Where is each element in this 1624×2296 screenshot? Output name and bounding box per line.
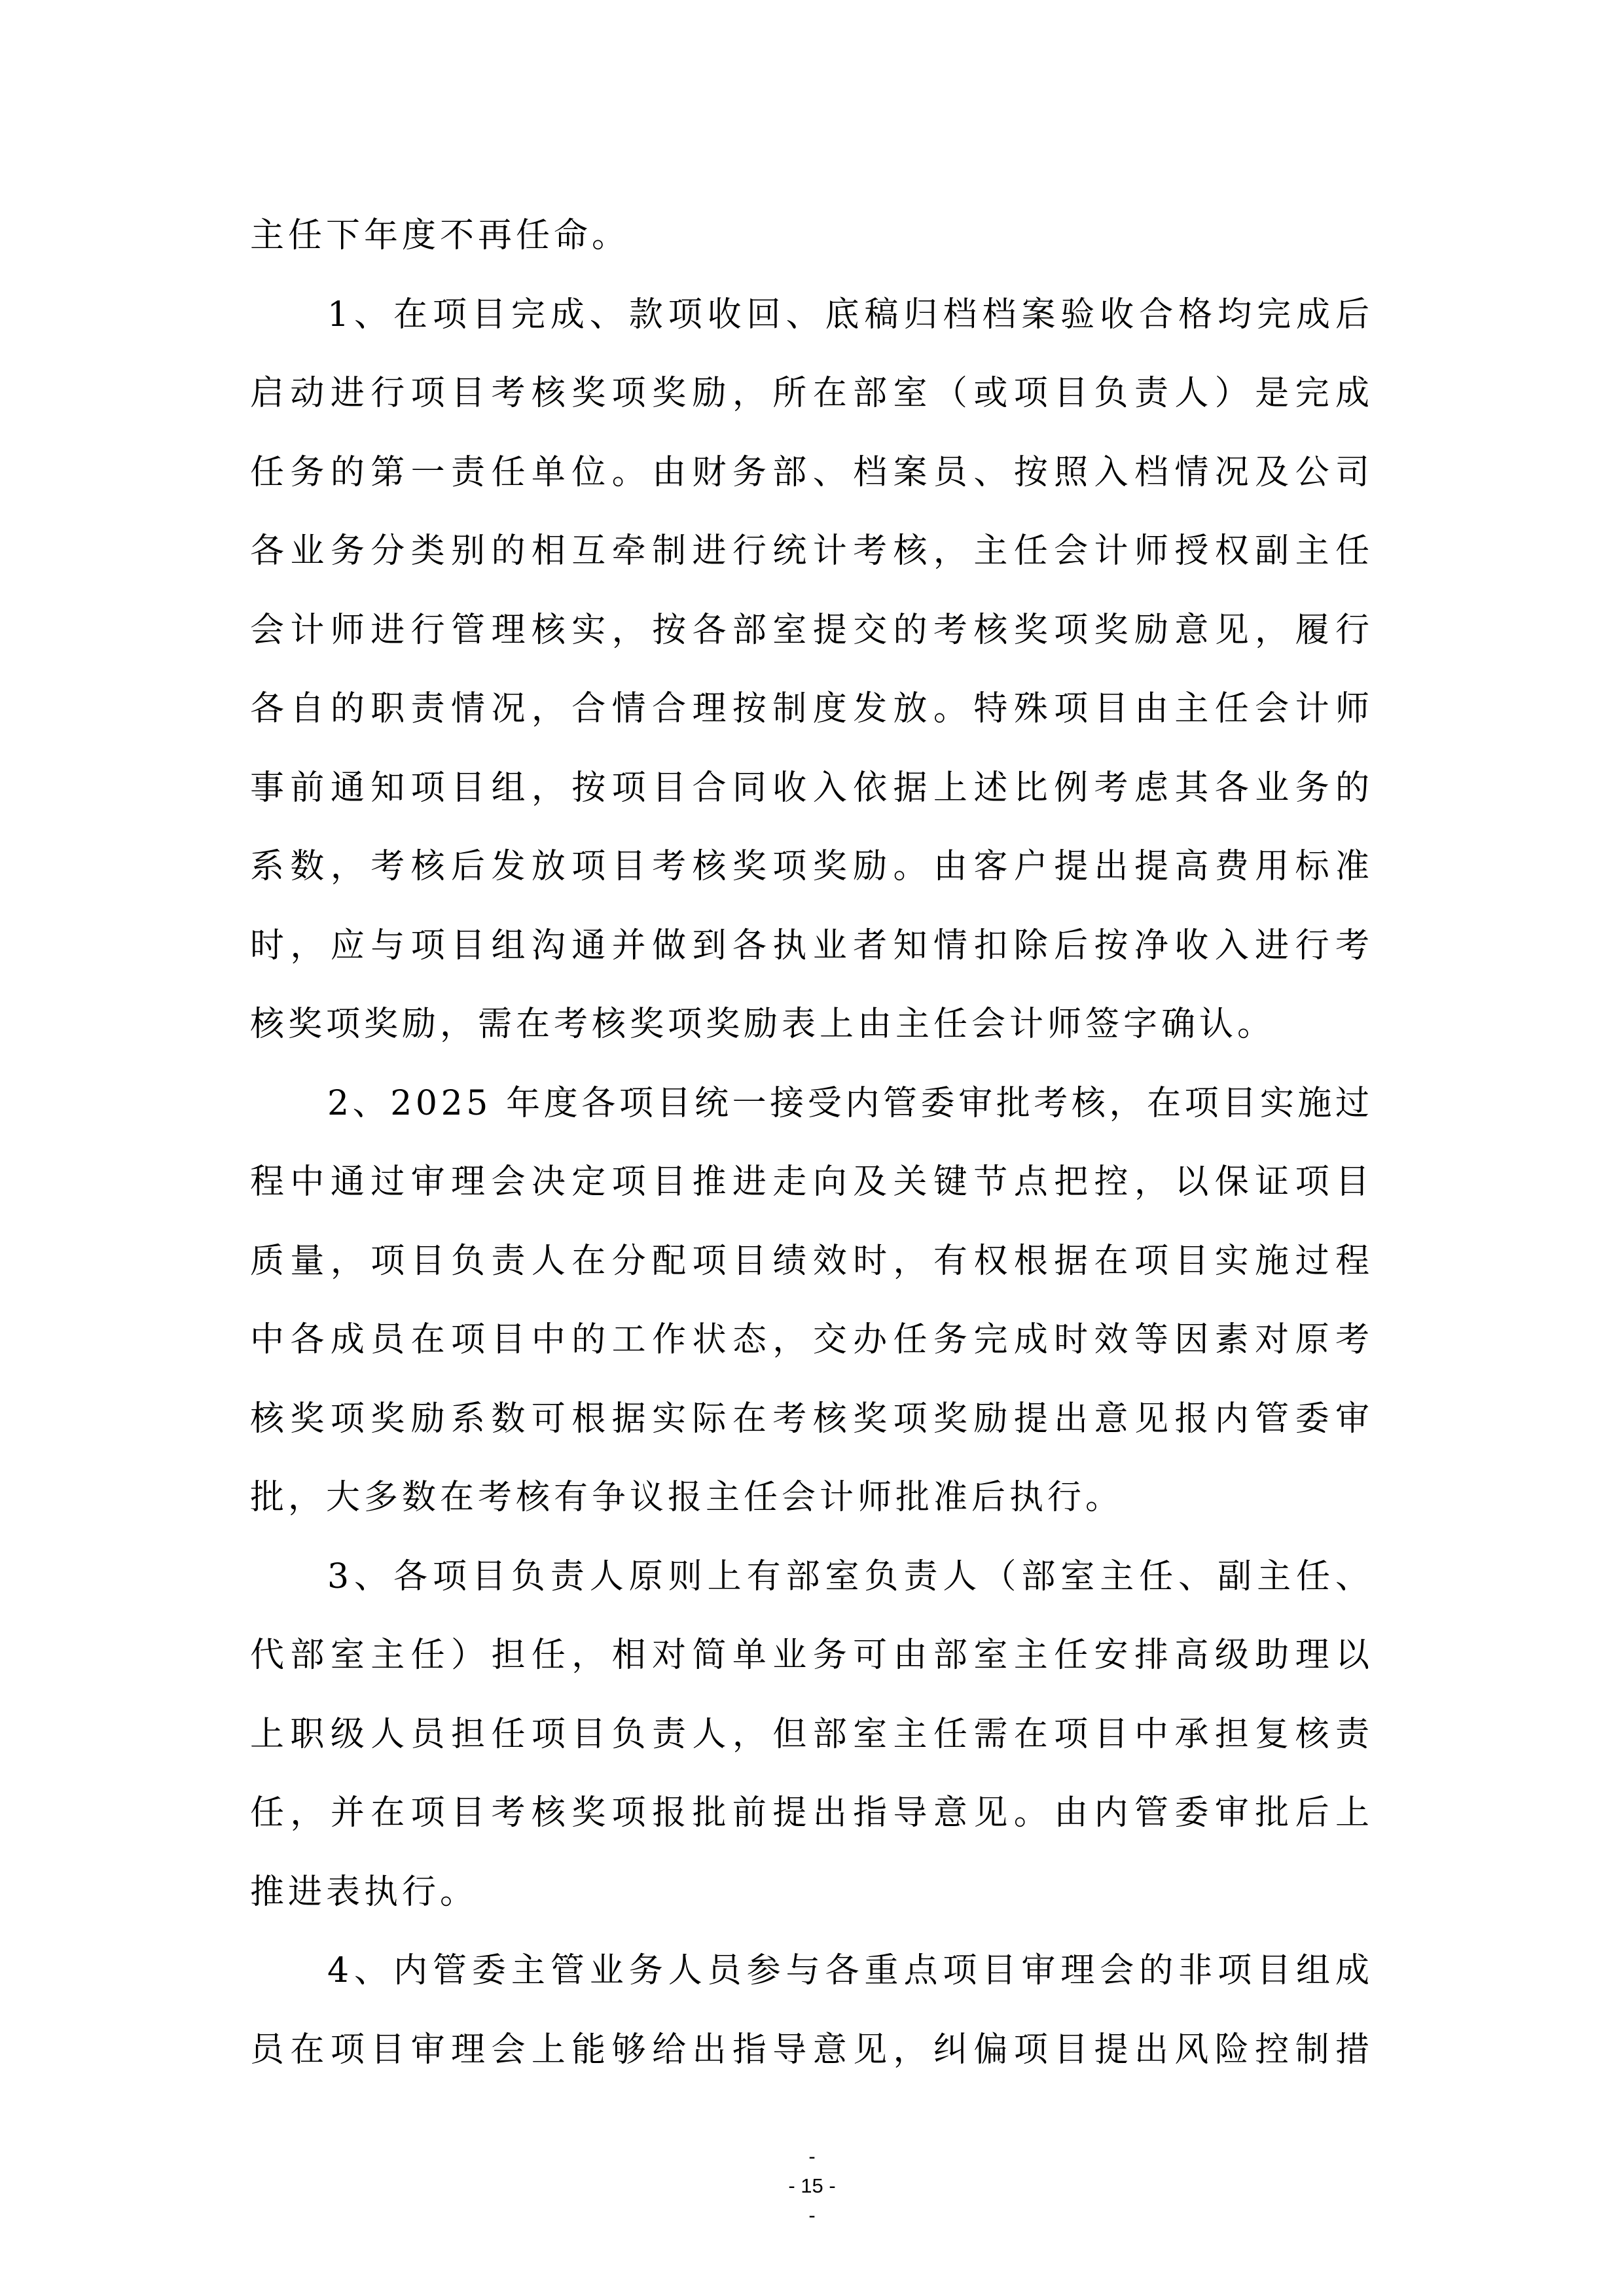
paragraph bbox=[250, 196, 1369, 276]
line-text: 员在项目审理会上能够给出指导意见，纠偏项目提出风险控制措 bbox=[250, 2030, 1376, 2070]
body-text-line bbox=[250, 985, 1369, 1064]
body-text-line bbox=[250, 1380, 1376, 1459]
line-text: 任务的第一责任单位。由财务部、档案员、按照入档情况及公司 bbox=[250, 452, 1376, 492]
line-text: 启动进行项目考核奖项奖励，所在部室（或项目负责人）是完成 bbox=[250, 374, 1376, 413]
line-text: 4、内管委主管业务人员参与各重点项目审理会的非项目组成 bbox=[327, 1951, 1375, 1990]
body-text-line bbox=[250, 827, 1376, 906]
body-text-line bbox=[250, 354, 1376, 433]
line-text: 主任下年度不再任命。 bbox=[250, 216, 630, 255]
body-text-line bbox=[250, 1064, 1373, 1143]
body-text-line bbox=[250, 512, 1376, 591]
line-text: 各自的职责情况，合情合理按制度发放。特殊项目由主任会计师 bbox=[250, 689, 1376, 728]
line-text: 会计师进行管理核实，按各部室提交的考核奖项奖励意见，履行 bbox=[250, 610, 1376, 650]
body-text-line bbox=[250, 670, 1376, 749]
body-text-line bbox=[250, 906, 1376, 986]
body-text-line bbox=[250, 1616, 1376, 1695]
line-text: 任，并在项目考核奖项报批前提出指导意见。由内管委审批后上 bbox=[250, 1793, 1376, 1833]
body-text-line bbox=[250, 1537, 1375, 1617]
body-text-line bbox=[250, 1458, 1369, 1537]
body-text-line bbox=[250, 196, 1369, 276]
body-text-line bbox=[250, 1853, 1369, 1932]
paragraph bbox=[250, 1931, 1376, 2089]
paragraph bbox=[250, 1537, 1376, 1932]
body-text-line bbox=[250, 1300, 1376, 1380]
body-text-line bbox=[250, 1931, 1375, 2011]
paragraph bbox=[250, 276, 1376, 1064]
body-text bbox=[250, 196, 1376, 2089]
body-text-line bbox=[250, 276, 1375, 355]
footer-top-mark: - bbox=[808, 2145, 816, 2168]
paragraph bbox=[250, 1064, 1376, 1537]
line-text: 2、2025 年度各项目统一接受内管委审批考核，在项目实施过 bbox=[327, 1083, 1373, 1123]
line-text: 推进表执行。 bbox=[250, 1872, 478, 1912]
line-text: 代部室主任）担任，相对简单业务可由部室主任安排高级助理以 bbox=[250, 1636, 1376, 1675]
body-text-line bbox=[250, 1695, 1376, 1774]
line-text: 批，大多数在考核有争议报主任会计师批准后执行。 bbox=[250, 1478, 1124, 1517]
line-text: 核奖项奖励，需在考核奖项奖励表上由主任会计师签字确认。 bbox=[250, 1005, 1276, 1044]
line-text: 中各成员在项目中的工作状态，交办任务完成时效等因素对原考 bbox=[250, 1320, 1376, 1359]
line-text: 上职级人员担任项目负责人，但部室主任需在项目中承担复核责 bbox=[250, 1714, 1376, 1754]
body-text-line bbox=[250, 591, 1376, 670]
line-text: 1、在项目完成、款项收回、底稿归档档案验收合格均完成后 bbox=[327, 295, 1375, 334]
line-text: 3、各项目负责人原则上有部室负责人（部室主任、副主任、 bbox=[327, 1556, 1375, 1596]
line-text: 质量，项目负责人在分配项目绩效时，有权根据在项目实施过程 bbox=[250, 1241, 1376, 1281]
line-text: 时，应与项目组沟通并做到各执业者知情扣除后按净收入进行考 bbox=[250, 925, 1376, 965]
footer-bottom-mark: - bbox=[808, 2204, 816, 2227]
body-text-line bbox=[250, 2011, 1376, 2090]
body-text-line bbox=[250, 1143, 1376, 1222]
line-text: 程中通过审理会决定项目推进走向及关键节点把控，以保证项目 bbox=[250, 1162, 1376, 1202]
body-text-line bbox=[250, 1222, 1376, 1301]
line-text: 核奖项奖励系数可根据实际在考核奖项奖励提出意见报内管委审 bbox=[250, 1399, 1376, 1439]
page-number: - 15 - bbox=[788, 2174, 836, 2197]
line-text: 各业务分类别的相互牵制进行统计考核，主任会计师授权副主任 bbox=[250, 531, 1376, 571]
line-text: 事前通知项目组，按项目合同收入依据上述比例考虑其各业务的 bbox=[250, 768, 1376, 808]
body-text-line bbox=[250, 749, 1376, 828]
body-text-line bbox=[250, 1774, 1376, 1853]
line-text: 系数，考核后发放项目考核奖项奖励。由客户提出提高费用标准 bbox=[250, 847, 1376, 886]
body-text-line bbox=[250, 433, 1376, 512]
